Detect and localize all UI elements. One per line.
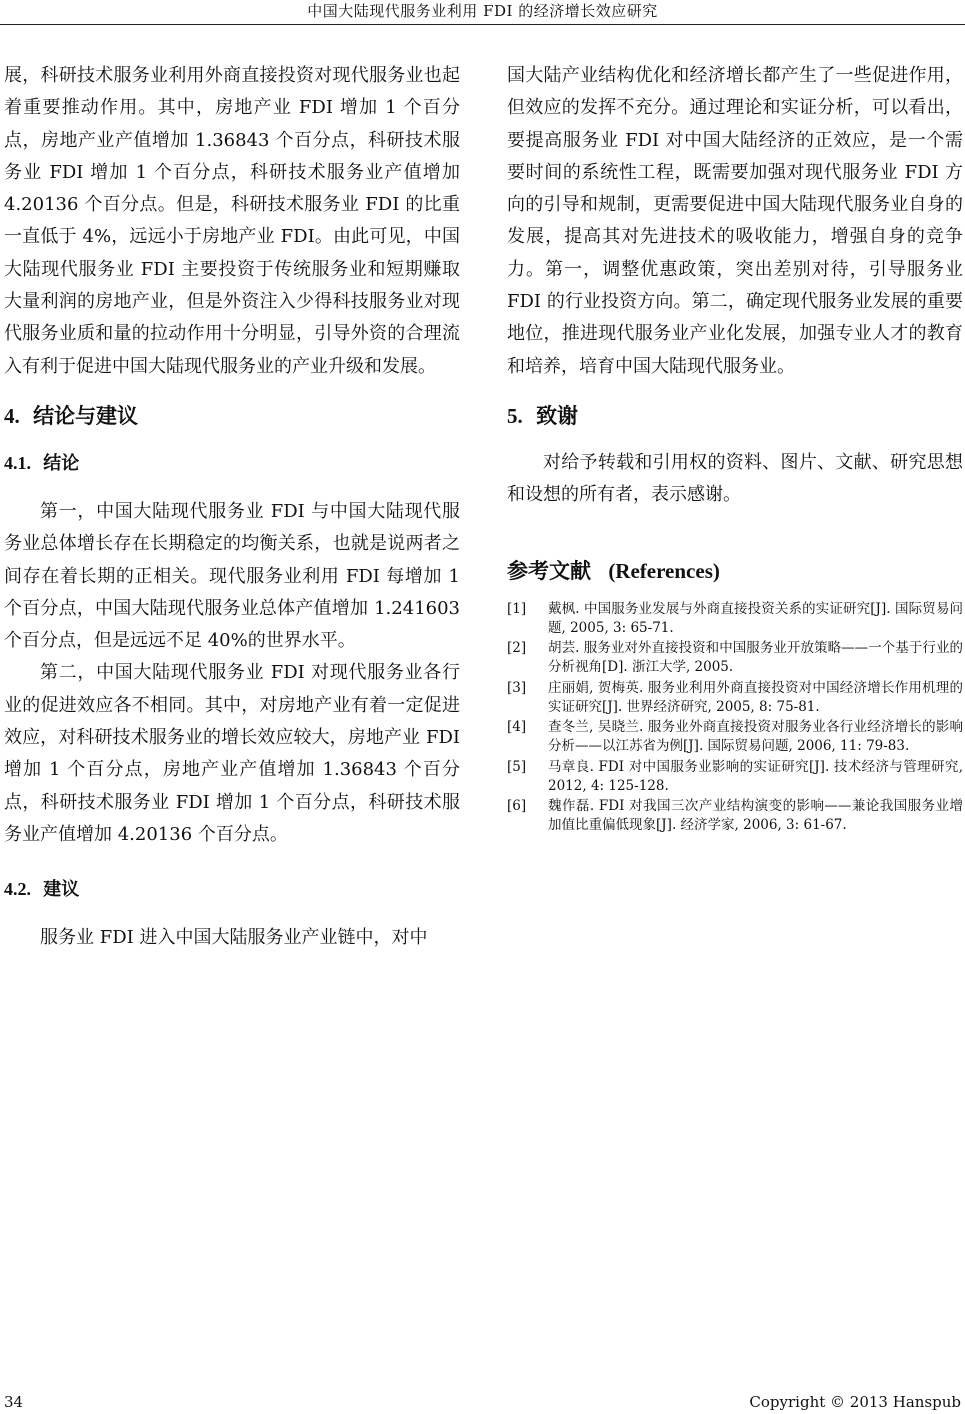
paragraph-intro: 展，科研技术服务业利用外商直接投资对现代服务业也起着重要推动作用。其中，房地产业 FDI 增加 1 个百分点，房地产业产值增加 1.36843 个百分点，科研技术服务业 FDI 增加 1 个百分点，科研技术服务业产值增加 4.20136 个百分点。但是，科研技术服务业 FDI 的比重一直低于 4%，远远小于房地产业 FDI。由此可见，中国大陆现代服务业 FDI 主要投资于传统服务业和短期赚取大量利润的房地产业，但是外资注入少得科技服务业对现代服务业质和量的拉动作用十分明显，引导外资的合理流入有利于促进中国大陆现代服务业的产业升级和发展。 bbox=[4, 65, 460, 377]
page-number: 34 bbox=[4, 1393, 24, 1411]
paragraph-suggestion-start: 服务业 FDI 进入中国大陆服务业产业链中，对中 bbox=[40, 927, 428, 949]
section-4-1-heading bbox=[4, 449, 460, 478]
reference-text: 魏作磊. FDI 对我国三次产业结构演变的影响——兼论我国服务业增加值比重偏低现象[J]. 经济学家, 2006, 3: 61-67. bbox=[548, 798, 963, 834]
references-title: 参考文献 bbox=[507, 558, 591, 583]
right-column bbox=[507, 60, 963, 837]
references-heading bbox=[507, 556, 963, 586]
section-4-1-number: 4.1. bbox=[4, 452, 31, 473]
reference-text: 查冬兰, 吴晓兰. 服务业外商直接投资对服务业各行业经济增长的影响分析——以江苏省为例[J]. 国际贸易问题, 2006, 11: 79-83. bbox=[548, 719, 963, 755]
reference-list bbox=[507, 600, 963, 836]
section-5-title: 致谢 bbox=[536, 403, 579, 428]
header-rule bbox=[0, 24, 965, 25]
reference-number: [2] bbox=[507, 640, 527, 657]
section-5-heading bbox=[507, 401, 963, 431]
paragraph-acknowledgement: 对给予转载和引用权的资料、图片、文献、研究思想和设想的所有者，表示感谢。 bbox=[507, 451, 963, 506]
reference-item bbox=[507, 679, 963, 717]
reference-number: [1] bbox=[507, 600, 527, 617]
reference-text: 胡芸. 服务业对外直接投资和中国服务业开放策略——一个基于行业的分析视角[D]. 浙江大学, 2005. bbox=[548, 640, 963, 676]
reference-number: [5] bbox=[507, 758, 527, 775]
copyright-notice: Copyright © 2013 Hanspub bbox=[749, 1393, 961, 1411]
section-4-2-number: 4.2. bbox=[4, 879, 31, 900]
reference-item bbox=[507, 758, 963, 796]
reference-text: 戴枫. 中国服务业发展与外商直接投资关系的实证研究[J]. 国际贸易问题, 2005, 3: 65-71. bbox=[548, 600, 963, 636]
reference-text: 马章良. FDI 对中国服务业影响的实证研究[J]. 技术经济与管理研究, 2012, 4: 125-128. bbox=[548, 758, 963, 794]
paragraph-conclusion-1: 第一，中国大陆现代服务业 FDI 与中国大陆现代服务业总体增长存在长期稳定的均衡关系，也就是说两者之间存在着长期的正相关。现代服务业利用 FDI 每增加 1 个百分点，中国大陆现代服务业总体产值增加 1.241603 个百分点，但是远远不足 40%的世界水平。 bbox=[4, 500, 460, 652]
reference-number: [6] bbox=[507, 798, 527, 815]
section-4-2-heading bbox=[4, 875, 460, 904]
reference-item bbox=[507, 797, 963, 835]
section-4-2-title: 建议 bbox=[43, 879, 80, 901]
reference-item bbox=[507, 639, 963, 677]
reference-number: [3] bbox=[507, 679, 527, 696]
section-4-1-title: 结论 bbox=[43, 452, 80, 474]
reference-text: 庄丽娟, 贺梅英. 服务业利用外商直接投资对中国经济增长作用机理的实证研究[J]. 世界经济研究, 2005, 8: 75-81. bbox=[548, 679, 963, 715]
section-5-number: 5. bbox=[507, 403, 523, 428]
section-4-heading bbox=[4, 401, 460, 431]
section-4-title: 结论与建议 bbox=[33, 403, 139, 428]
paragraph-conclusion-2: 第二，中国大陆现代服务业 FDI 对现代服务业各行业的促进效应各不相同。其中，对房地产业有着一定促进效应，对科研技术服务业的增长效应较大，房地产业 FDI 增加 1 个百分点，房地产业产值增加 1.36843 个百分点，科研技术服务业 FDI 增加 1 个百分点，科研技术服务业产值增加 4.20136 个百分点。 bbox=[4, 662, 460, 845]
reference-number: [4] bbox=[507, 719, 527, 736]
reference-item bbox=[507, 600, 963, 638]
running-header: 中国大陆现代服务业利用 FDI 的经济增长效应研究 bbox=[307, 2, 658, 20]
section-4-number: 4. bbox=[4, 403, 20, 428]
paragraph-suggestion-continued: 国大陆产业结构优化和经济增长都产生了一些促进作用，但效应的发挥不充分。通过理论和实证分析，可以看出，要提高服务业 FDI 对中国大陆经济的正效应，是一个需要时间的系统性工程，既需要加强对现代服务业 FDI 方向的引导和规制，更需要促进中国大陆现代服务业自身的发展，提高其对先进技术的吸收能力，增强自身的竞争力。第一，调整优惠政策，突出差别对待，引导服务业 FDI 的行业投资方向。第二，确定现代服务业发展的重要地位，推进现代服务业产业化发展，加强专业人才的教育和培养，培育中国大陆现代服务业。 bbox=[507, 65, 963, 377]
left-column bbox=[4, 60, 460, 955]
reference-item bbox=[507, 718, 963, 756]
references-title-en: (References) bbox=[608, 558, 720, 583]
